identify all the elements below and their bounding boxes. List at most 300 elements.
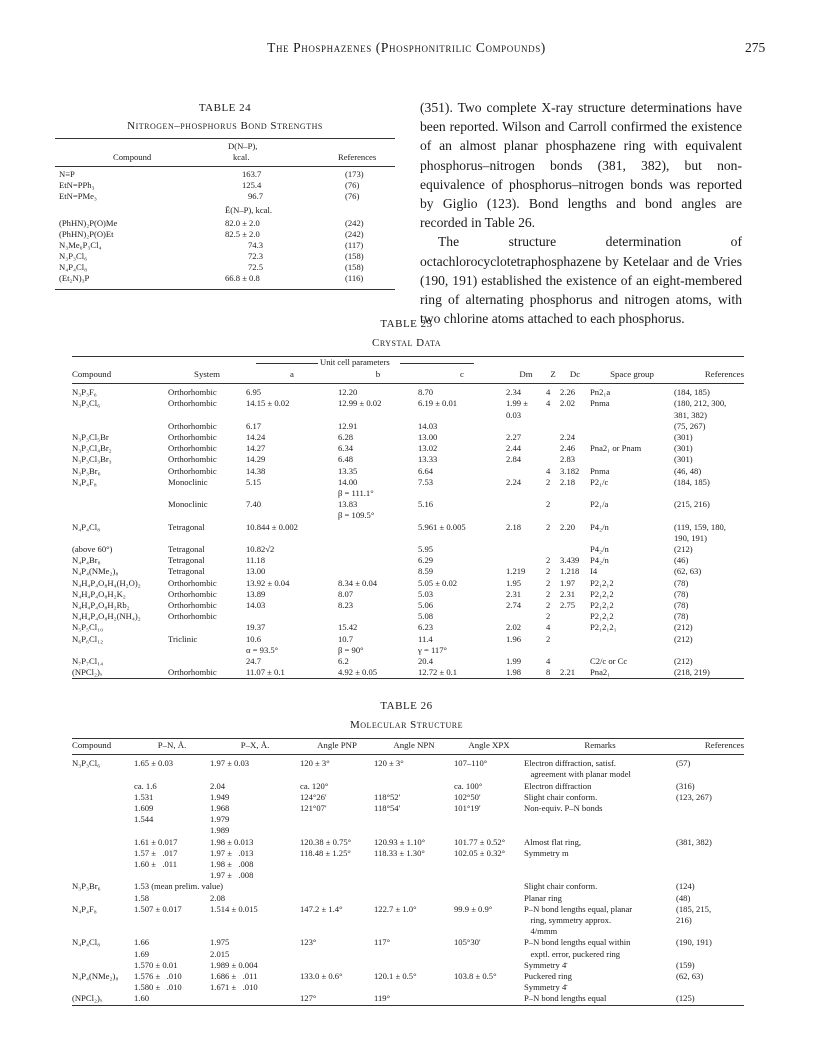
cell-compound xyxy=(72,870,134,881)
cell-references xyxy=(674,488,744,499)
table-row xyxy=(72,893,744,904)
cell-angle-xpx xyxy=(454,960,524,971)
cell-dm xyxy=(506,510,546,521)
table-row: N₄P₄Cl₈ 72.5 (158) xyxy=(59,262,364,272)
cell-b: 10.7 xyxy=(338,633,354,644)
table-row: EtN=PPh₃ 125.4 (76) xyxy=(59,180,360,190)
cell-a: 14.27 xyxy=(246,443,266,454)
cell-compound xyxy=(72,960,134,971)
cell-system: Tetragonal xyxy=(168,566,205,577)
cell-angle-pnp: 118.48 ± 1.25° xyxy=(300,847,351,858)
cell-angle-pnp xyxy=(300,814,374,825)
cell-angle-npn xyxy=(374,926,454,937)
cell-angle-pnp xyxy=(300,859,374,870)
cell-p-x xyxy=(210,881,300,892)
cell-space-group: P4₂/n xyxy=(590,555,609,566)
table-row xyxy=(72,982,744,993)
cell-a xyxy=(246,533,338,544)
cell-dm: 2.27 xyxy=(506,432,522,443)
cell-space-group: Pn2₁a xyxy=(590,387,611,398)
cell-dm xyxy=(506,421,546,432)
cell-compound: N₄H₄P₄O₈H₂K₂ xyxy=(72,588,126,599)
cell-angle-xpx xyxy=(454,893,524,904)
cell-references: (184, 185) xyxy=(674,387,710,398)
cell-system xyxy=(168,656,246,667)
cell-references: (212) xyxy=(674,633,693,644)
cell-references: (316) xyxy=(676,780,695,791)
cell-angle-xpx: 99.9 ± 0.9° xyxy=(454,903,493,914)
cell-a: 13.92 ± 0.04 xyxy=(246,577,290,588)
table-row xyxy=(72,993,744,1004)
table-25-group-header xyxy=(0,357,813,369)
cell-angle-npn xyxy=(374,814,454,825)
cell-system: Orthorhombic xyxy=(168,465,217,476)
cell-references: (381, 382) xyxy=(676,836,712,847)
col-header-p-n: P–N, Å. xyxy=(134,740,210,755)
table-row xyxy=(72,566,744,577)
table-row xyxy=(72,848,744,859)
cell-c: 5.08 xyxy=(418,611,434,622)
cell-a: 10.82√2 xyxy=(246,544,275,555)
cell-dc xyxy=(560,622,590,633)
cell-remarks: Electron diffraction, satisf. xyxy=(524,758,616,769)
cell-system: Orthorhombic xyxy=(168,398,217,409)
cell-angle-npn: 119° xyxy=(374,993,391,1004)
cell-c xyxy=(418,410,506,421)
cell-compound: N₃P₃F₆ xyxy=(72,387,97,398)
cell-references: (218, 219) xyxy=(674,667,710,678)
cell-space-group xyxy=(590,432,674,443)
cell-dm: 2.18 xyxy=(506,521,522,532)
cell-p-x: 1.975 xyxy=(210,937,230,948)
cell-remarks: Electron diffraction xyxy=(524,780,592,791)
col-header-references: References xyxy=(674,369,744,384)
cell-b: β = 109.5° xyxy=(338,510,375,521)
cell-remarks: exptl. error, puckered ring xyxy=(524,948,621,959)
cell-b: 8.23 xyxy=(338,600,354,611)
cell-references: (48) xyxy=(676,892,691,903)
table-row xyxy=(72,410,744,421)
cell-remarks: Symmetry 4̄ xyxy=(524,982,567,993)
table-row xyxy=(72,622,744,633)
cell-dm: 2.31 xyxy=(506,588,522,599)
table-24-header-rule xyxy=(55,166,395,167)
cell-b: 8.34 ± 0.04 xyxy=(338,577,378,588)
cell-references xyxy=(676,949,744,960)
cell-p-n: 1.570 ± 0.01 xyxy=(134,959,178,970)
cell-angle-pnp xyxy=(300,926,374,937)
cell-compound xyxy=(72,410,168,421)
table-row xyxy=(72,421,744,432)
cell-references: (215, 216) xyxy=(674,499,710,510)
table-row xyxy=(72,384,744,399)
cell-z xyxy=(546,421,560,432)
cell-remarks: P–N bond lengths equal, planar xyxy=(524,903,633,914)
table-row xyxy=(72,937,744,948)
cell-angle-npn xyxy=(374,949,454,960)
cell-references: (78) xyxy=(674,588,689,599)
cell-compound xyxy=(72,533,168,544)
cell-compound: N₇P₇Cl₁₄ xyxy=(72,656,104,667)
cell-system xyxy=(168,622,246,633)
cell-references: (78) xyxy=(674,611,689,622)
cell-remarks: P–N bond lengths equal within xyxy=(524,937,631,948)
cell-remarks xyxy=(524,825,676,836)
cell-references: (78) xyxy=(674,600,689,611)
cell-z: 2 xyxy=(546,577,551,588)
col-header-compound: Compound xyxy=(72,740,134,755)
cell-system: Monoclinic xyxy=(168,476,208,487)
cell-compound: N₄P₄F₈ xyxy=(72,476,97,487)
body-text xyxy=(420,98,742,328)
cell-references: (46, 48) xyxy=(674,465,702,476)
cell-dm xyxy=(506,544,546,555)
cell-c: 5.95 xyxy=(418,544,434,555)
cell-references: (212) xyxy=(674,656,693,667)
rule-cell xyxy=(72,1005,744,1006)
table-row xyxy=(72,792,744,803)
table-row xyxy=(72,837,744,848)
table-row xyxy=(72,634,744,645)
cell-references xyxy=(674,510,744,521)
table-24-header xyxy=(55,141,395,165)
cell-angle-npn xyxy=(374,870,454,881)
table-row xyxy=(72,443,744,454)
cell-space-group xyxy=(590,488,674,499)
cell-remarks xyxy=(524,870,676,881)
cell-angle-xpx xyxy=(454,859,524,870)
cell-z: 2 xyxy=(546,633,551,644)
table-row: N≡P 163.7 (173) xyxy=(59,169,364,179)
table-row: (PhHN)₂P(O)Me 82.0 ± 2.0 (242) xyxy=(59,218,364,228)
table-row xyxy=(72,904,744,915)
table-row: (Et₂N)₃P 66.8 ± 0.8 (116) xyxy=(59,273,364,283)
cell-angle-xpx xyxy=(454,993,524,1004)
table-24-col-refs: References xyxy=(338,152,377,162)
cell-z: 2 xyxy=(546,588,551,599)
cell-angle-xpx: 102.05 ± 0.32° xyxy=(454,847,506,858)
cell-references xyxy=(676,859,744,870)
table-24-subhead: Ē(N–P), kcal. xyxy=(225,205,273,215)
cell-c: 6.64 xyxy=(418,465,434,476)
table-header-row xyxy=(72,369,744,384)
cell-compound xyxy=(72,926,134,937)
cell-a xyxy=(246,611,338,622)
col-header-angle-npn: Angle NPN xyxy=(374,740,454,755)
cell-angle-npn xyxy=(374,982,454,993)
running-title: The Phosphazenes (Phosphonitrilic Compounds) xyxy=(267,40,546,55)
col-header-dm: Dm xyxy=(506,369,546,384)
cell-p-x xyxy=(210,769,300,780)
table-row xyxy=(72,432,744,443)
cell-p-n xyxy=(134,870,210,881)
cell-angle-xpx xyxy=(454,915,524,926)
cell-p-x: 1.979 xyxy=(210,814,230,825)
table-row xyxy=(72,488,744,499)
cell-compound: N₄P₄Cl₈ xyxy=(72,521,101,532)
cell-p-n xyxy=(134,825,210,836)
table-24-body xyxy=(55,169,395,289)
cell-c: 6.29 xyxy=(418,555,434,566)
col-header-angle-pnp: Angle PNP xyxy=(300,740,374,755)
cell-b: 12.20 xyxy=(338,387,358,398)
cell-compound xyxy=(72,837,134,848)
cell-compound xyxy=(72,814,134,825)
cell-angle-npn: 120.1 ± 0.5° xyxy=(374,971,417,982)
cell-dm: 1.98 xyxy=(506,667,522,678)
cell-angle-npn: 120.93 ± 1.10° xyxy=(374,836,426,847)
cell-references xyxy=(676,825,744,836)
cell-p-x: 1.98 ± .008 xyxy=(210,859,254,870)
cell-references: (184, 185) xyxy=(674,476,710,487)
cell-compound: N₅P₅Cl₁₀ xyxy=(72,622,104,633)
table-24-col-d1: D(N–P), xyxy=(228,141,258,151)
cell-remarks: Slight chair conform. xyxy=(524,791,598,802)
cell-space-group: P2₁2₁2 xyxy=(590,577,614,588)
cell-b xyxy=(338,533,418,544)
cell-p-x: 1.514 ± 0.015 xyxy=(210,903,258,914)
cell-system: Orthorhombic xyxy=(168,454,217,465)
cell-compound xyxy=(72,488,168,499)
cell-c: 6.23 xyxy=(418,622,434,633)
cell-angle-pnp xyxy=(300,870,374,881)
cell-space-group: P2₁/c xyxy=(590,476,609,487)
unit-cell-bracket-left xyxy=(256,363,318,364)
cell-dc: 3.182 xyxy=(560,465,580,476)
cell-b xyxy=(338,555,418,566)
cell-references: (78) xyxy=(674,577,689,588)
cell-b xyxy=(338,611,418,622)
cell-references xyxy=(676,769,744,780)
cell-space-group xyxy=(590,454,674,465)
cell-b: 6.2 xyxy=(338,656,349,667)
table-24-label: TABLE 24 xyxy=(198,102,252,114)
cell-remarks: Puckered ring xyxy=(524,971,572,982)
cell-compound: N₄P₄Cl₈ xyxy=(72,937,101,948)
cell-system: Tetragonal xyxy=(168,521,205,532)
cell-p-x: 1.97 ± .008 xyxy=(210,870,254,881)
cell-p-x: 1.968 xyxy=(210,803,230,814)
cell-compound xyxy=(72,803,134,814)
cell-p-x: 1.989 ± 0.004 xyxy=(210,959,258,970)
cell-compound: N₃P₃Br₆ xyxy=(72,465,101,476)
cell-a: 11.18 xyxy=(246,555,266,566)
cell-angle-xpx xyxy=(454,881,524,892)
cell-b: 13.35 xyxy=(338,465,358,476)
cell-dm xyxy=(506,533,546,544)
cell-angle-pnp xyxy=(300,960,374,971)
cell-angle-npn xyxy=(374,893,454,904)
cell-compound xyxy=(72,421,168,432)
cell-compound: (above 60°) xyxy=(72,544,113,555)
cell-dm: 2.02 xyxy=(506,622,522,633)
cell-dc xyxy=(560,533,590,544)
cell-z xyxy=(546,510,560,521)
cell-references xyxy=(676,803,744,814)
cell-dm xyxy=(506,488,546,499)
table-row xyxy=(72,589,744,600)
cell-angle-xpx xyxy=(454,982,524,993)
cell-c xyxy=(418,510,506,521)
cell-a: 10.6 xyxy=(246,633,262,644)
cell-b: 4.92 ± 0.05 xyxy=(338,667,378,678)
cell-compound: N₄P₄(NMe₂)₈ xyxy=(72,971,119,982)
cell-c: 11.4 xyxy=(418,633,433,644)
cell-references: (125) xyxy=(676,993,695,1004)
cell-p-x: 1.671 ± .010 xyxy=(210,982,258,993)
cell-a: 19.37 xyxy=(246,622,266,633)
table-row xyxy=(72,814,744,825)
cell-references xyxy=(676,982,744,993)
cell-dc: 2.18 xyxy=(560,476,576,487)
cell-p-x: 2.015 xyxy=(210,948,230,959)
cell-dc: 2.02 xyxy=(560,398,576,409)
table-row xyxy=(72,454,744,465)
table-bottom-rule xyxy=(72,678,744,679)
col-header-compound: Compound xyxy=(72,369,168,384)
cell-remarks xyxy=(524,814,676,825)
table-25-label: TABLE 25 xyxy=(380,318,433,330)
cell-angle-npn: 120 ± 3° xyxy=(374,758,404,769)
cell-p-x: 1.686 ± .011 xyxy=(210,971,258,982)
cell-system: Orthorhombic xyxy=(168,420,217,431)
cell-space-group: P2₁2₁2 xyxy=(590,611,614,622)
cell-a: 13.00 xyxy=(246,566,266,577)
cell-angle-xpx: 105°30′ xyxy=(454,937,481,948)
cell-c: 5.05 ± 0.02 xyxy=(418,577,458,588)
cell-compound xyxy=(72,499,168,510)
cell-system: Orthorhombic xyxy=(168,667,217,678)
cell-p-n: 1.65 ± 0.03 xyxy=(134,758,174,769)
cell-system xyxy=(168,488,246,499)
cell-dm xyxy=(506,645,546,656)
cell-references: (57) xyxy=(676,758,691,769)
cell-compound xyxy=(72,859,134,870)
table-row xyxy=(72,825,744,836)
cell-system: Orthorhombic xyxy=(168,443,217,454)
cell-space-group xyxy=(590,421,674,432)
cell-dm: 1.96 xyxy=(506,633,522,644)
cell-space-group: Pna2₁ xyxy=(590,667,611,678)
cell-compound: (NPCl₂)ₓ xyxy=(72,993,103,1004)
cell-p-x: 1.97 ± 0.03 xyxy=(210,758,250,769)
table-24 xyxy=(55,94,395,294)
cell-angle-xpx: 101.77 ± 0.52° xyxy=(454,836,506,847)
cell-system: Orthorhombic xyxy=(168,588,217,599)
col-header-p-x: P–X, Å. xyxy=(210,740,300,755)
cell-angle-xpx xyxy=(454,926,524,937)
cell-references: 190, 191) xyxy=(674,532,707,543)
col-header-space-group: Space group xyxy=(590,369,674,384)
cell-space-group xyxy=(590,645,674,656)
cell-angle-xpx xyxy=(454,769,524,780)
cell-b xyxy=(338,566,418,577)
cell-dm: 2.44 xyxy=(506,443,522,454)
cell-p-n: 1.60 ± .011 xyxy=(134,859,178,870)
cell-p-x: 1.97 ± .013 xyxy=(210,847,254,858)
cell-compound xyxy=(72,769,134,780)
cell-system: Orthorhombic xyxy=(168,600,217,611)
col-header-a: a xyxy=(246,369,338,384)
cell-p-x: 1.989 xyxy=(210,825,230,836)
table-row xyxy=(72,645,744,656)
cell-c xyxy=(418,488,506,499)
cell-compound: N₆P₆Cl₁₂ xyxy=(72,633,104,644)
cell-a: 10.844 ± 0.002 xyxy=(246,521,298,532)
cell-dm: 2.84 xyxy=(506,454,522,465)
cell-p-x xyxy=(210,915,300,926)
cell-space-group xyxy=(590,634,674,645)
cell-c: 8.59 xyxy=(418,566,434,577)
cell-compound: N₃P₃Br₆ xyxy=(72,881,101,892)
cell-c: 5.06 xyxy=(418,600,434,611)
cell-space-group: P4₂/n xyxy=(590,544,609,555)
cell-space-group: P2₁2₁2 xyxy=(590,600,614,611)
cell-compound xyxy=(72,792,134,803)
cell-angle-pnp: 147.2 ± 1.4° xyxy=(300,903,343,914)
cell-b xyxy=(338,544,418,555)
table-row xyxy=(72,466,744,477)
cell-remarks: Slight chair conform. xyxy=(524,881,598,892)
cell-z: 4 xyxy=(546,387,551,398)
table-row xyxy=(72,870,744,881)
cell-references: (124) xyxy=(676,881,695,892)
cell-z: 2 xyxy=(546,555,551,566)
table-row xyxy=(72,555,744,566)
cell-p-n: 1.53 (mean prelim. value) xyxy=(134,881,224,892)
cell-references: (62, 63) xyxy=(676,971,704,982)
table-row xyxy=(72,971,744,982)
cell-dc: 2.75 xyxy=(560,600,576,611)
cell-compound: N₃P₃Cl₆ xyxy=(72,398,101,409)
cell-dc: 2.83 xyxy=(560,454,576,465)
cell-compound: N₄P₄(NMe₂)₈ xyxy=(72,566,119,577)
cell-a xyxy=(246,510,338,521)
cell-compound: N₄P₄Br₈ xyxy=(72,555,101,566)
col-header-angle-xpx: Angle XPX xyxy=(454,740,524,755)
cell-dc: 3.439 xyxy=(560,555,580,566)
cell-z: 8 xyxy=(546,667,551,678)
cell-angle-npn xyxy=(374,881,454,892)
cell-angle-pnp xyxy=(300,769,374,780)
cell-dc: 2.21 xyxy=(560,667,576,678)
cell-dc: 2.46 xyxy=(560,443,576,454)
cell-angle-pnp: 127° xyxy=(300,993,317,1004)
cell-angle-xpx xyxy=(454,949,524,960)
cell-dc xyxy=(560,645,590,656)
cell-compound xyxy=(72,781,134,792)
cell-references: (185, 215, xyxy=(676,903,712,914)
cell-a: 6.17 xyxy=(246,420,262,431)
cell-b: β = 111.1° xyxy=(338,488,374,499)
cell-angle-npn: 117° xyxy=(374,937,391,948)
cell-angle-npn xyxy=(374,781,454,792)
table-24-top-rule xyxy=(55,138,395,139)
cell-remarks xyxy=(524,859,676,870)
cell-remarks: ring, symmetry approx. xyxy=(524,915,612,926)
running-header xyxy=(0,40,813,60)
cell-angle-xpx xyxy=(454,825,524,836)
col-header-system: System xyxy=(168,369,246,384)
cell-a xyxy=(246,410,338,421)
cell-compound xyxy=(72,893,134,904)
cell-references: (159) xyxy=(676,959,695,970)
cell-p-x xyxy=(210,926,300,937)
cell-angle-xpx xyxy=(454,814,524,825)
table-24-bottom-rule xyxy=(55,289,395,290)
cell-dm: 0.03 xyxy=(506,409,522,420)
cell-z: 4 xyxy=(546,656,551,667)
